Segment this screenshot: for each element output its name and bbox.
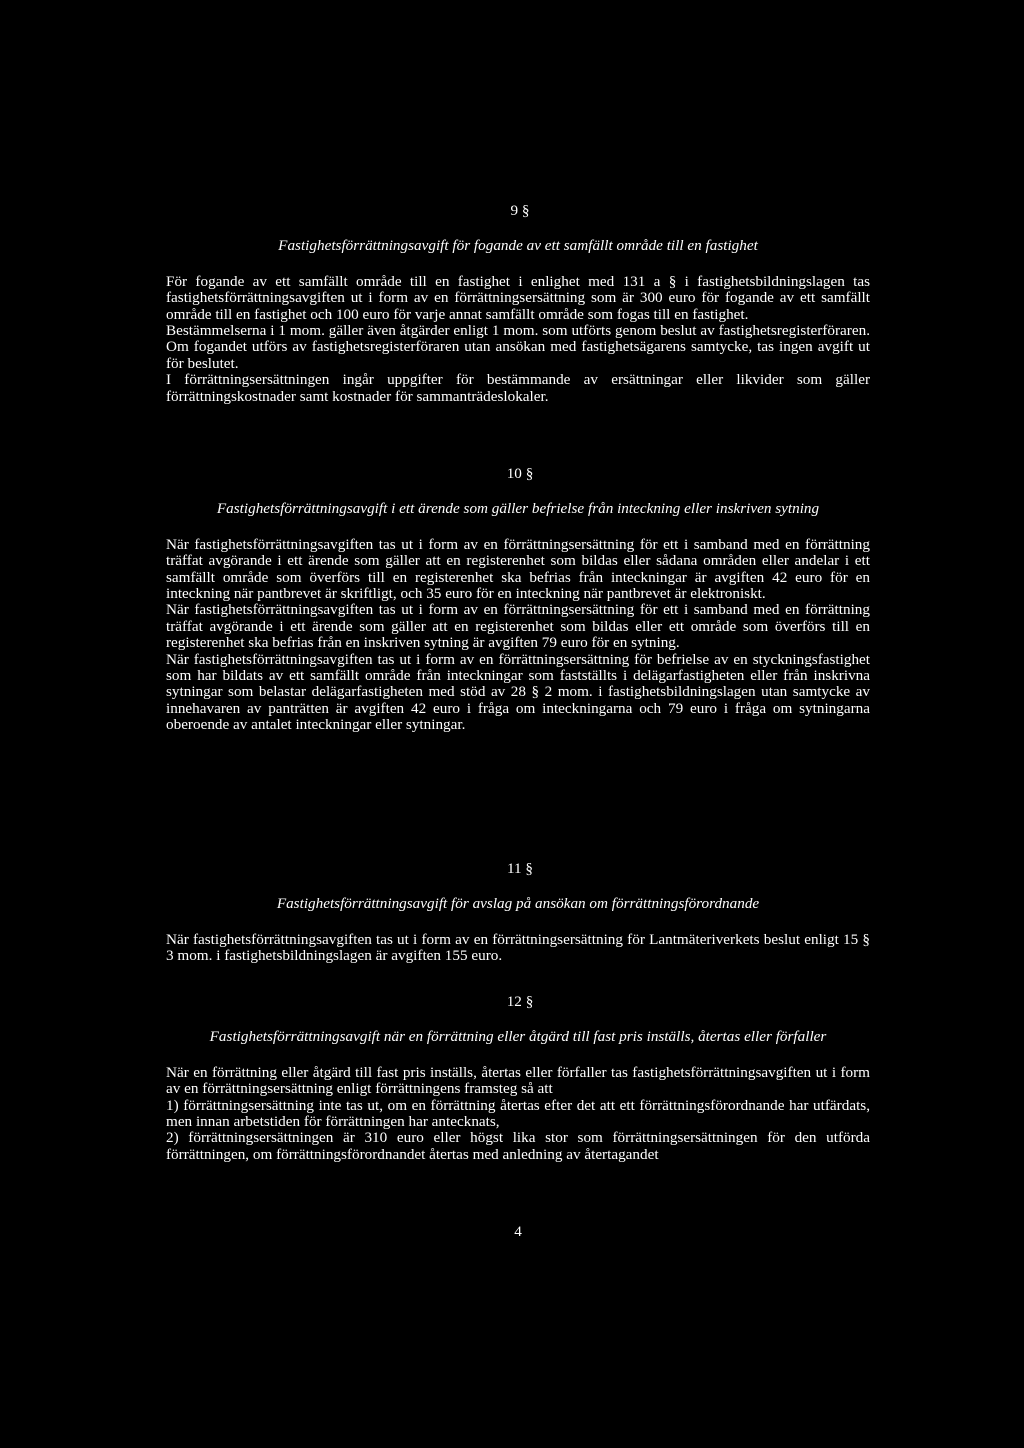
section-title: Fastighetsförrättningsavgift för avslag på ansökan om förrättningsförordnande bbox=[276, 895, 760, 913]
paragraph: I förrättningsersättningen ingår uppgifter för bestämmande av ersättningar eller likvider som gäller förrättningskostnader samt kostnader för sammanträdeslokaler. bbox=[166, 371, 870, 405]
page-number: 4 bbox=[514, 1223, 522, 1240]
section-number: 12 § bbox=[506, 993, 534, 1010]
paragraph: När fastighetsförrättningsavgiften tas ut i form av en förrättningsersättning för Lantmäteriverkets beslut enligt 15 § 3 mom. i fastighetsbildningslagen är avgiften 155 euro. bbox=[166, 930, 870, 965]
paragraph: När en förrättning eller åtgärd till fast pris inställs, återtas eller förfaller tas fastighetsförrättningsavgiften ut i form av en förrättningsersättning enligt förrättningens framsteg så att bbox=[166, 1063, 870, 1098]
section-title: Fastighetsförrättningsavgift för fogande av ett samfällt område till en fastighet bbox=[278, 237, 758, 255]
section-9 bbox=[166, 203, 870, 405]
section-number: 9 § bbox=[510, 202, 530, 219]
section-12 bbox=[166, 994, 870, 1163]
section-title: Fastighetsförrättningsavgift när en förrättning eller åtgärd till fast pris inställs, återtas eller förfaller bbox=[209, 1028, 827, 1046]
section-11 bbox=[166, 861, 870, 965]
section-number: 11 § bbox=[506, 860, 533, 877]
section-title: Fastighetsförrättningsavgift i ett ärende som gäller befrielse från inteckning eller inskriven sytning bbox=[216, 500, 820, 518]
list-item: 1) förrättningsersättning inte tas ut, om en förrättning återtas efter det att ett förrättningsförordnande har utfärdats, men innan arbetstiden för förrättningen har antecknats, bbox=[166, 1096, 870, 1131]
list-item: 2) förrättningsersättningen är 310 euro eller högst lika stor som förrättningsersättningen för den utförda förrättningen, om förrättningsförordnandet återtas med anledning av återtagandet bbox=[166, 1129, 870, 1163]
paragraph: När fastighetsförrättningsavgiften tas ut i form av en förrättningsersättning för ett i samband med en förrättning träffat avgörande i ett ärende som gäller att en registerenhet som bildas eller sådana områden eller andelar i ett samfällt område som överförs till en registerenhet ska befrias från inteckningar är avgiften 42 euro för en inteckning när pantbrevet är skriftligt, och 35 euro för en inteckning när pantbrevet är elektroniskt. bbox=[166, 535, 870, 603]
paragraph: När fastighetsförrättningsavgiften tas ut i form av en förrättningsersättning för ett i samband med en förrättning träffat avgörande i ett ärende som gäller att en registerenhet som bildas eller ett område som överförs till en registerenhet ska befrias från en inskriven sytning är avgiften 79 euro för en sytning. bbox=[166, 601, 870, 652]
paragraph: För fogande av ett samfällt område till en fastighet i enlighet med 131 a § i fastighetsbildningslagen tas fastighetsförrättningsavgiften ut i form av en förrättningsersättning som är 300 euro för fogande av ett samfällt område till en fastighet och 100 euro för varje annat samfällt område som fogas till en fastighet. bbox=[166, 272, 870, 323]
paragraph: När fastighetsförrättningsavgiften tas ut i form av en förrättningsersättning för befrielse av en styckningsfastighet som har bildats av ett samfällt område från inteckningar som fastställts i delägarfastigheten eller från inskrivna sytningar som belastar delägarfastigheten med stöd av 28 § 2 mom. i fastighetsbildningslagen utan samtycke av innehavaren av panträtten är avgiften 42 euro i fråga om inteckningarna och 79 euro i fråga om sytningarna oberoende av antalet inteckningar eller sytningar. bbox=[166, 650, 870, 734]
section-10 bbox=[166, 466, 870, 734]
paragraph: Bestämmelserna i 1 mom. gäller även åtgärder enligt 1 mom. som utförts genom beslut av fastighetsregisterföraren. Om fogandet utförs av fastighetsregisterföraren utan ansökan med fastighetsägarens samtycke, tas ingen avgift ut för beslutet. bbox=[166, 322, 870, 372]
section-number: 10 § bbox=[506, 465, 534, 482]
